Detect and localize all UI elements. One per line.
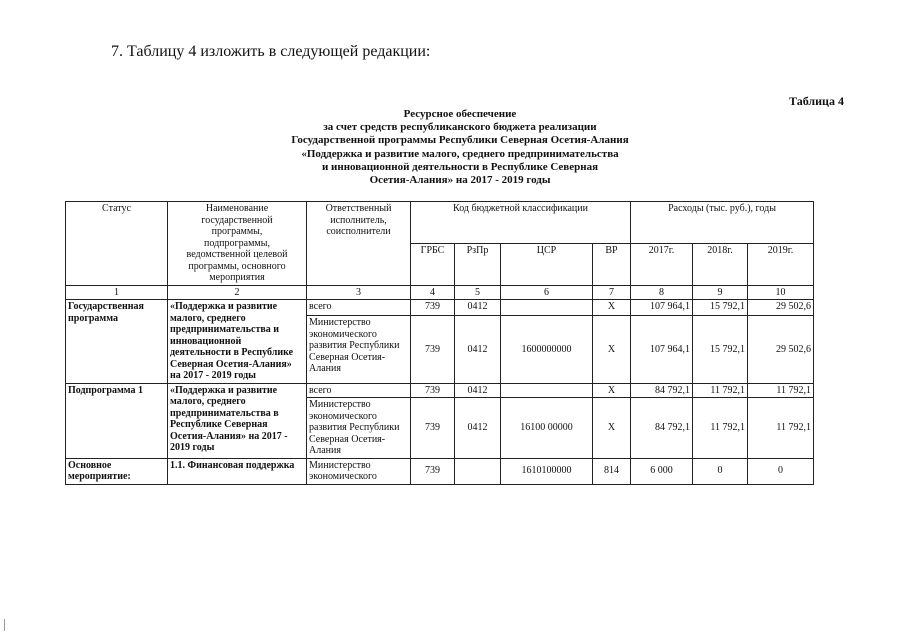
header-rzpr: РзПр — [455, 243, 501, 285]
row-csr — [501, 383, 593, 398]
title-line: за счет средств республиканского бюджета реализации — [323, 121, 597, 134]
row-2018: 15 792,1 — [693, 300, 748, 316]
row-rzpr: 0412 — [455, 316, 501, 383]
row-status: Подпрограмма 1 — [66, 383, 168, 458]
row-2019: 0 — [748, 458, 814, 484]
column-number: 2 — [168, 285, 307, 300]
header-expenses: Расходы (тыс. руб.), годы — [631, 202, 814, 244]
row-vr: 814 — [593, 458, 631, 484]
row-grbs: 739 — [411, 300, 455, 316]
header-grbs: ГРБС — [411, 243, 455, 285]
row-2018: 11 792,1 — [693, 383, 748, 398]
row-csr: 16100 00000 — [501, 398, 593, 459]
header-vr: ВР — [593, 243, 631, 285]
row-2017: 84 792,1 — [631, 383, 693, 398]
header-2017: 2017г. — [631, 243, 693, 285]
row-status: Основное мероприятие: — [66, 458, 168, 484]
header-name: Наименование государственной программы, подпрограммы, ведомственной целевой программы, основного мероприятия — [168, 202, 307, 286]
row-name: «Поддержка и развитие малого, среднего предпринимательства в Республике Северная Осетия-Алания» на 2017 - 2019 годы — [168, 383, 307, 458]
column-number: 5 — [455, 285, 501, 300]
row-name: 1.1. Финансовая поддержка — [168, 458, 307, 484]
title-line: Государственной программы Республики Северная Осетия-Алания — [291, 134, 629, 147]
column-number: 10 — [748, 285, 814, 300]
row-2017: 107 964,1 — [631, 316, 693, 383]
row-rzpr: 0412 — [455, 300, 501, 316]
row-2019: 11 792,1 — [748, 383, 814, 398]
row-grbs: 739 — [411, 383, 455, 398]
row-2019: 29 502,6 — [748, 300, 814, 316]
header-budget-code: Код бюджетной классификации — [411, 202, 631, 244]
column-number: 4 — [411, 285, 455, 300]
row-csr: 1610100000 — [501, 458, 593, 484]
header-row — [66, 202, 814, 244]
scan-margin-mark — [4, 619, 5, 631]
row-grbs: 739 — [411, 458, 455, 484]
column-number: 7 — [593, 285, 631, 300]
row-2018: 0 — [693, 458, 748, 484]
row-2017: 6 000 — [631, 458, 693, 484]
header-2019: 2019г. — [748, 243, 814, 285]
row-vr: Х — [593, 383, 631, 398]
row-rzpr: 0412 — [455, 398, 501, 459]
row-rzpr — [455, 458, 501, 484]
row-rzpr: 0412 — [455, 383, 501, 398]
row-2018: 11 792,1 — [693, 398, 748, 459]
resource-table — [65, 201, 814, 485]
column-number: 1 — [66, 285, 168, 300]
column-number: 8 — [631, 285, 693, 300]
table-row — [66, 458, 814, 484]
row-executor: всего — [307, 300, 411, 316]
table-title — [230, 108, 690, 187]
row-2017: 107 964,1 — [631, 300, 693, 316]
title-line: Осетия-Алания» на 2017 - 2019 годы — [369, 174, 551, 187]
row-2019: 29 502,6 — [748, 316, 814, 383]
row-2017: 84 792,1 — [631, 398, 693, 459]
column-number: 6 — [501, 285, 593, 300]
title-line: и инновационной деятельности в Республике Северная — [321, 160, 599, 173]
title-line: «Поддержка и развитие малого, среднего предпринимательства — [301, 147, 619, 160]
title-line: Ресурсное обеспечение — [403, 108, 517, 120]
row-status: Государственная программа — [66, 300, 168, 384]
table-row — [66, 383, 814, 398]
header-csr: ЦСР — [501, 243, 593, 285]
row-grbs: 739 — [411, 316, 455, 383]
header-executor: Ответственный исполнитель, соисполнители — [307, 202, 411, 286]
row-vr: Х — [593, 300, 631, 316]
table-label: Таблица 4 — [789, 94, 844, 108]
row-executor: Министерство экономического развития Республики Северная Осетия-Алания — [307, 316, 411, 383]
row-grbs: 739 — [411, 398, 455, 459]
row-csr: 1600000000 — [501, 316, 593, 383]
column-number: 3 — [307, 285, 411, 300]
intro-text: 7. Таблицу 4 изложить в следующей редакции: — [111, 43, 431, 60]
column-number: 9 — [693, 285, 748, 300]
row-vr: Х — [593, 316, 631, 383]
table-row — [66, 300, 814, 316]
row-executor: Министерство экономического — [307, 458, 411, 484]
column-number-row — [66, 285, 814, 300]
row-name: «Поддержка и развитие малого, среднего предпринимательства и инновационной деятельности в Республике Северная Осетия-Алания» на 2017 - 2019 годы — [168, 300, 307, 384]
row-vr: Х — [593, 398, 631, 459]
header-2018: 2018г. — [693, 243, 748, 285]
row-2019: 11 792,1 — [748, 398, 814, 459]
row-executor: всего — [307, 383, 411, 398]
row-executor: Министерство экономического развития Республики Северная Осетия-Алания — [307, 398, 411, 459]
header-status: Статус — [66, 202, 168, 286]
row-csr — [501, 300, 593, 316]
row-2018: 15 792,1 — [693, 316, 748, 383]
